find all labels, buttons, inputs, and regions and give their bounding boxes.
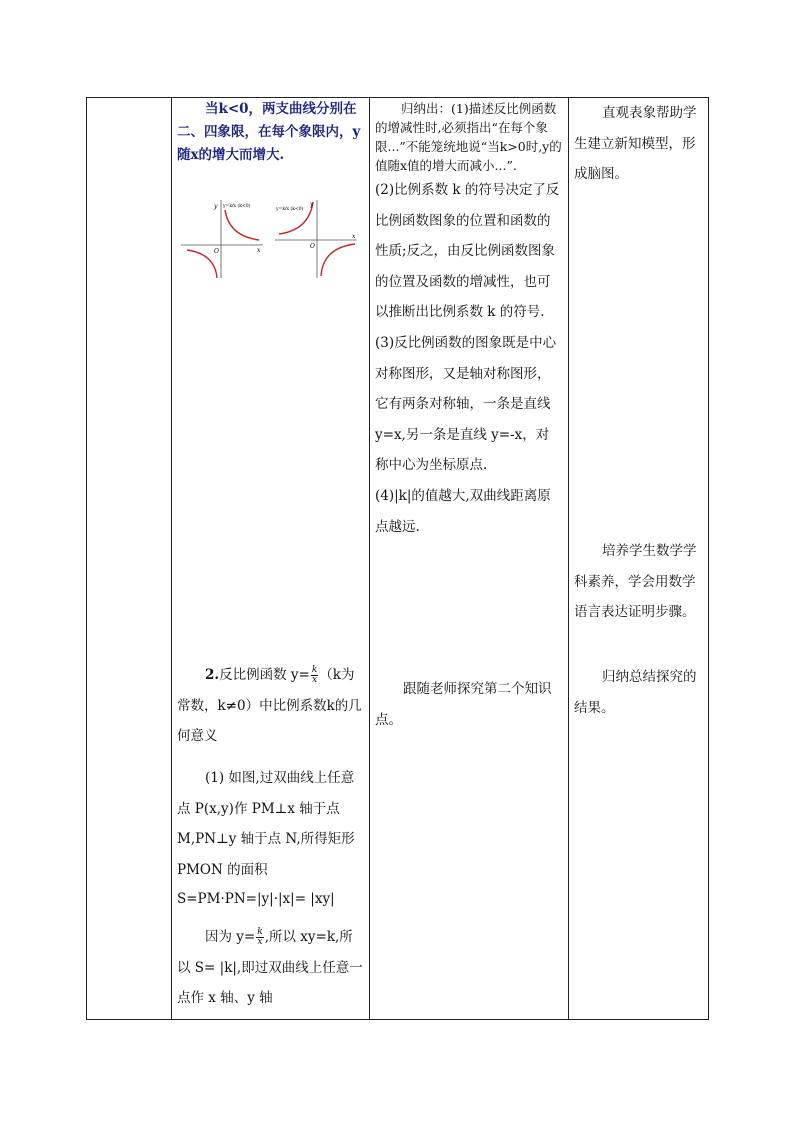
hyperbola-graph-1 (181, 198, 266, 280)
summary-point-3: (3)反比例函数的图象既是中心对称图形，又是轴对称图形，它有两条对称轴，一条是直线 y=x,另一条是直线 y=-x，对称中心为坐标原点. (375, 334, 557, 474)
intent-2: 培养学生数学学科素养，学会用数学语言表达证明步骤。 (574, 543, 697, 621)
origin-label: O (310, 243, 315, 250)
section-title-rest: （k为常数，k≠0）中比例系数k的几何意义 (177, 667, 362, 745)
graph-label: y=k/x (k<0) (276, 207, 304, 212)
follow-teacher: 跟随老师探究第二个知识点。 (375, 681, 552, 728)
content-column (171, 98, 369, 1007)
axis-x-label: x (352, 233, 356, 240)
section-number: 2. (205, 667, 220, 683)
part-1-intro: (1) 如图,过双曲线上任意点 P(x,y)作 PM⊥x 轴于点 M,PN⊥y 轴于点 N,所得矩形 PMON 的面积 (177, 770, 355, 878)
summary-point-2: (2)比例系数 k 的符号决定了反比例函数图象的位置和函数的性质;反之，由反比例函数图象的位置及函数的增减性，也可以推断出比例系数 k 的符号. (375, 182, 560, 321)
axis-y-label: y (214, 203, 218, 210)
graph-label: y=k/x (k<0) (223, 204, 251, 209)
intent-1: 直观表象帮助学生建立新知模型，形成脑图。 (574, 105, 697, 183)
intent-column (568, 98, 708, 716)
column-divider (171, 98, 172, 1019)
summary-point-4: (4)|k|的值越大,双曲线距离原点越远. (375, 487, 551, 535)
section-2 (177, 660, 363, 752)
intent-3: 归纳总结探究的结果。 (574, 669, 697, 716)
k-negative-property: 当k<0，两支曲线分别在二、四象限，在每个象限内，y随x的增大而增大. (177, 101, 361, 163)
student-column (369, 98, 568, 728)
summary-point-1: 归纳出：(1)描述反比例函数的增减性时,必须指出“在每个象限...”不能笼统地说“当k>0时,y的值随x值的增大而减小...”. (375, 101, 562, 173)
axis-y-label: y (310, 201, 314, 208)
section-title: 反比例函数 y= (219, 667, 310, 683)
area-formula: S=PM·PN=|y|·|x|= |xy| (177, 891, 335, 907)
origin-label: O (214, 248, 219, 255)
axis-x-label: x (257, 247, 261, 254)
fraction-k-over-x: $\frac{k}{x}$ (257, 927, 263, 947)
because-text: 因为 y= $\frac{k}{x}$ ,所以 xy=k,所以 S= |k|,即过双曲线上任意一点作 x 轴、y 轴 (177, 927, 363, 1007)
hyperbola-graph-2 (275, 198, 360, 280)
fraction-k-over-x: $\frac{k}{x}$ (311, 665, 318, 685)
column-divider (568, 98, 569, 1019)
lesson-table (86, 97, 709, 1020)
